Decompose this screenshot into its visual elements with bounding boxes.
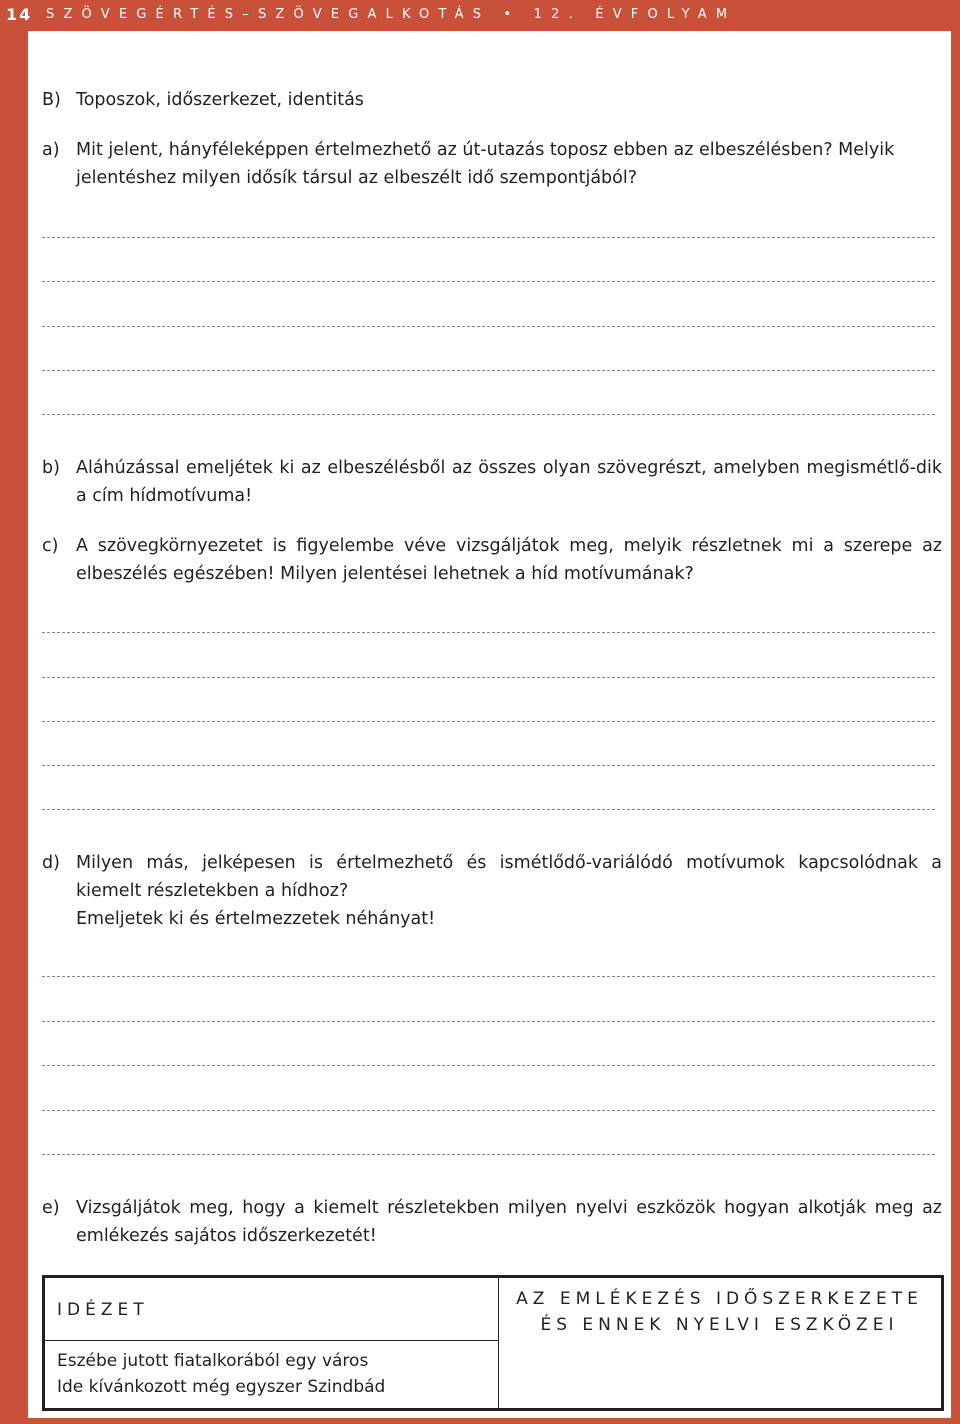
answer-line-d-2[interactable] (42, 1021, 935, 1022)
section-title: Toposzok, időszerkezet, identitás (76, 90, 364, 110)
answer-line-c-3[interactable] (42, 721, 935, 722)
answer-line-d-4[interactable] (42, 1110, 935, 1111)
section-label: B) (42, 90, 61, 110)
quote-line-2: Ide kívánkozott még egyszer Szindbád (57, 1377, 386, 1397)
question-a-line1: Mit jelent, hányféleképpen értelmezhető az út-utazás toposz ebben az elbeszélésben? Melyik (76, 140, 895, 160)
answer-line-a-3[interactable] (42, 326, 935, 327)
table-quote-cell (57, 1348, 385, 1400)
question-e-text: Vizsgáljátok meg, hogy a kiemelt részletekben milyen nyelvi eszközök hogyan alkotják meg az emlékezés sajátos időszerkezetét! (76, 1198, 942, 1246)
answer-line-c-2[interactable] (42, 677, 935, 678)
answer-line-a-4[interactable] (42, 370, 935, 371)
question-d-line3: Emeljetek ki és értelmezzetek néhányat! (76, 909, 436, 929)
question-e-label: e) (42, 1198, 60, 1218)
quote-line-1: Eszébe jutott fiatalkorából egy város (57, 1351, 369, 1371)
worksheet (28, 31, 951, 1418)
question-d-text: Milyen más, jelképesen is értelmezhető és ismétlődő-variálódó motívumok kapcsolódnak a kiemelt részletekben a hídhoz? (76, 853, 942, 901)
question-c-text: A szövegkörnyezetet is figyelembe véve vizsgáljátok meg, melyik részletnek mi a szerepe az elbeszélés egészében! Milyen jelentései lehetnek a híd motívumának? (76, 536, 942, 584)
running-title: SZÖVEGÉRTÉS–SZÖVEGALKOTÁS • 12. ÉVFOLYAM (46, 7, 737, 22)
answer-line-a-5[interactable] (42, 414, 935, 415)
answer-line-a-2[interactable] (42, 281, 935, 282)
answer-line-d-3[interactable] (42, 1065, 935, 1066)
question-b-text: Aláhúzással emeljétek ki az elbeszélésből az összes olyan szövegrészt, amelyben megismétlő-dik a cím hídmotívuma! (76, 458, 942, 506)
table-header-structure (498, 1286, 941, 1338)
page-header (0, 0, 960, 30)
page-number: 14 (6, 5, 33, 24)
table-row-divider (45, 1340, 498, 1341)
answer-line-d-1[interactable] (42, 976, 935, 977)
answer-line-a-1[interactable] (42, 237, 935, 238)
answer-table (42, 1275, 944, 1411)
table-header-structure-line2: ÉS ENNEK NYELVI ESZKÖZEI (540, 1315, 899, 1335)
answer-line-c-5[interactable] (42, 809, 935, 810)
answer-line-c-1[interactable] (42, 632, 935, 633)
question-b-label: b) (42, 458, 60, 478)
table-header-structure-line1: AZ EMLÉKEZÉS IDŐSZERKEZETE (516, 1289, 923, 1309)
answer-line-c-4[interactable] (42, 765, 935, 766)
question-a-label: a) (42, 140, 60, 160)
answer-line-d-5[interactable] (42, 1154, 935, 1155)
question-a-line2: jelentéshez milyen idősík társul az elbeszélt idő szempontjából? (76, 168, 638, 188)
table-header-quote: IDÉZET (57, 1300, 149, 1320)
question-d-label: d) (42, 853, 60, 873)
question-c-label: c) (42, 536, 59, 556)
